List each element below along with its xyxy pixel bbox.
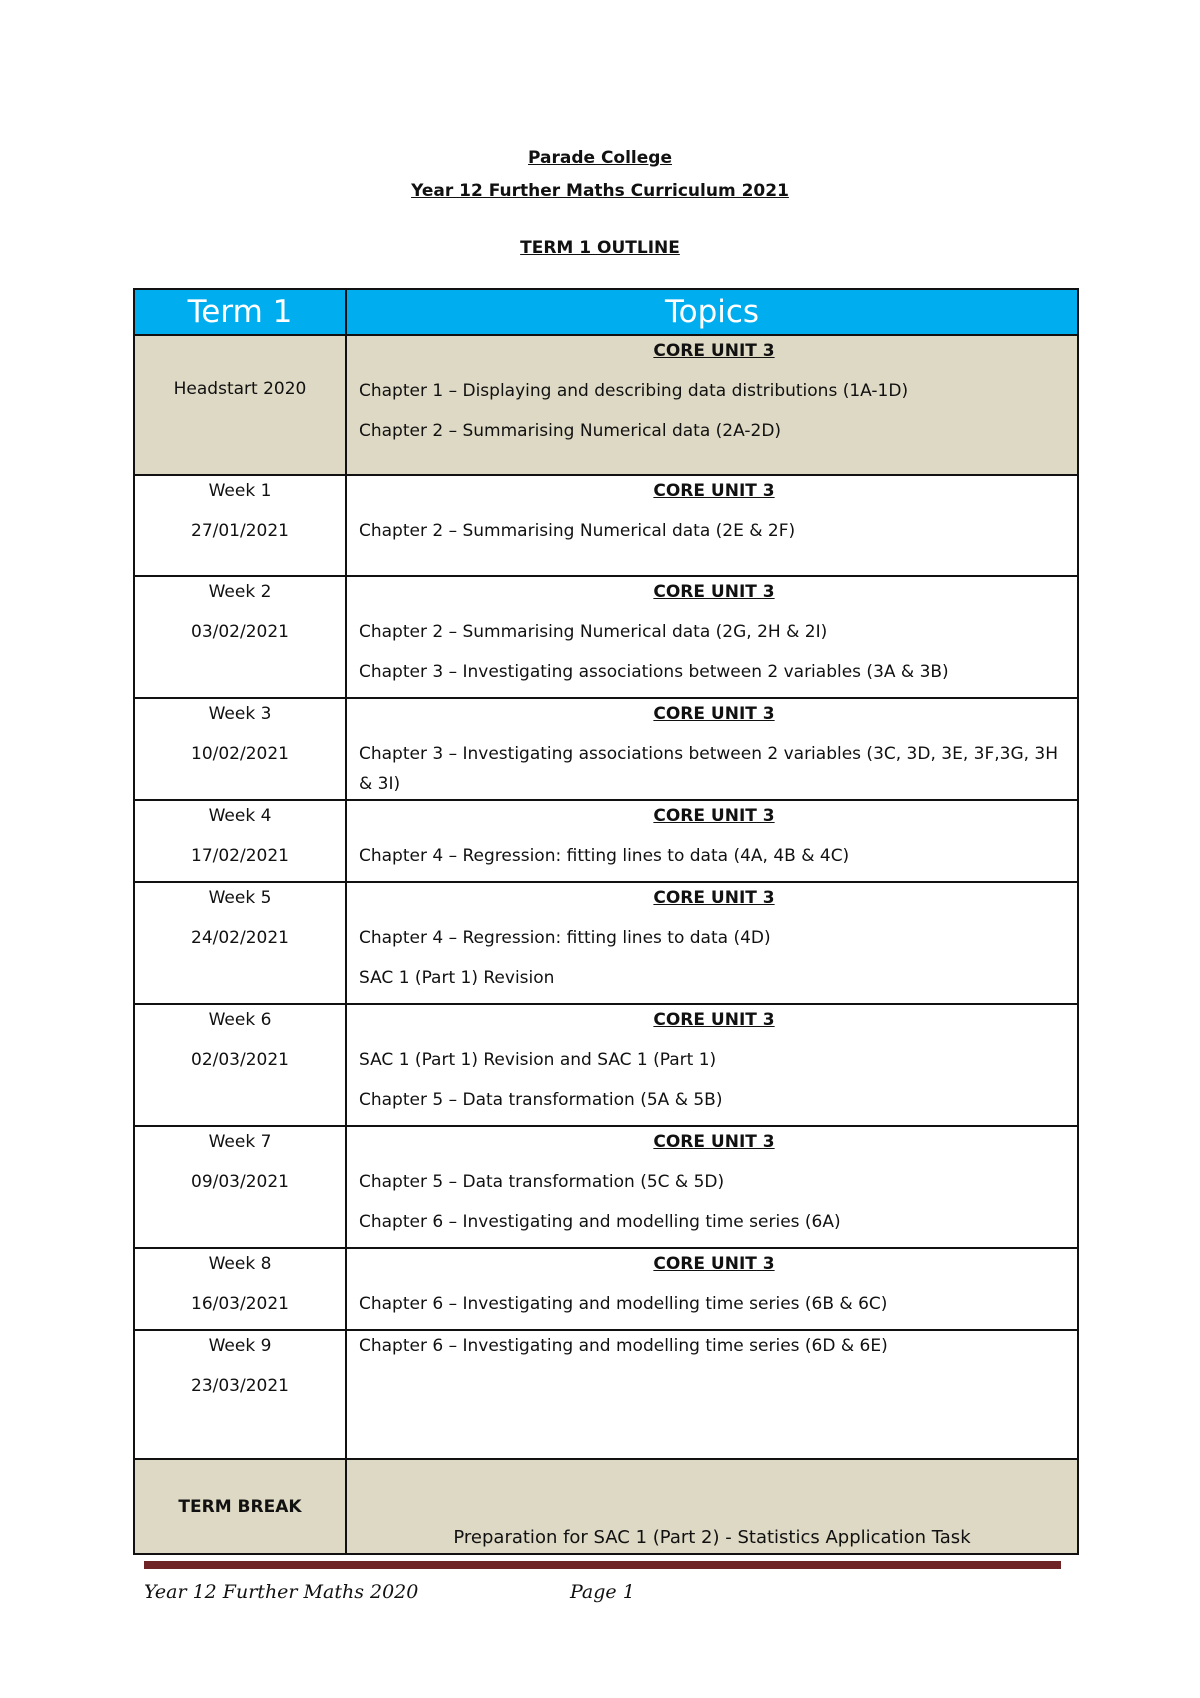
- week-date: 10/02/2021: [191, 744, 289, 764]
- topics-cell: [346, 882, 1078, 1004]
- topic-line: Chapter 6 – Investigating and modelling time series (6D & 6E): [359, 1336, 888, 1356]
- footer-rule: [144, 1561, 1061, 1569]
- week-label: Week 9: [208, 1336, 272, 1356]
- term-cell: [134, 335, 346, 475]
- week-label: Week 4: [208, 806, 272, 826]
- term-cell: [134, 1330, 346, 1459]
- table-row: [134, 576, 1078, 698]
- topic-line: SAC 1 (Part 1) Revision and SAC 1 (Part 1): [359, 1050, 717, 1070]
- topic-line: Chapter 6 – Investigating and modelling time series (6A): [359, 1212, 841, 1232]
- week-date: 23/03/2021: [191, 1376, 289, 1396]
- term-cell: [134, 576, 346, 698]
- topic-line: Chapter 2 – Summarising Numerical data (2G, 2H & 2I): [359, 622, 828, 642]
- topics-cell: [346, 335, 1078, 475]
- topics-cell: [346, 1004, 1078, 1126]
- unit-heading: CORE UNIT 3: [653, 806, 775, 826]
- week-label: Week 7: [208, 1132, 272, 1152]
- topic-line: SAC 1 (Part 1) Revision: [359, 968, 555, 988]
- unit-heading: CORE UNIT 3: [653, 1132, 775, 1152]
- week-label: Week 2: [208, 582, 272, 602]
- term-break-row: [134, 1459, 1078, 1554]
- term-column-header: Term 1: [134, 289, 346, 335]
- term-cell: [134, 800, 346, 882]
- table-row: [134, 882, 1078, 1004]
- week-label: Week 8: [208, 1254, 272, 1274]
- topics-cell: [346, 1248, 1078, 1330]
- week-date: 03/02/2021: [191, 622, 289, 642]
- topic-line: Chapter 2 – Summarising Numerical data (2A-2D): [359, 421, 782, 441]
- week-label: Week 5: [208, 888, 272, 908]
- table-row: [134, 335, 1078, 475]
- term-cell: [134, 475, 346, 576]
- term-break-topic-text: Preparation for SAC 1 (Part 2) - Statistics Application Task: [453, 1527, 971, 1548]
- topic-line: Chapter 5 – Data transformation (5A & 5B): [359, 1090, 723, 1110]
- table-row: [134, 475, 1078, 576]
- table-row: [134, 1248, 1078, 1330]
- topic-line: Chapter 6 – Investigating and modelling time series (6B & 6C): [359, 1294, 888, 1314]
- unit-heading: CORE UNIT 3: [653, 888, 775, 908]
- topics-cell: [346, 1126, 1078, 1248]
- topics-cell: [346, 576, 1078, 698]
- week-date: 09/03/2021: [191, 1172, 289, 1192]
- unit-heading: CORE UNIT 3: [653, 481, 775, 501]
- table-row: [134, 1004, 1078, 1126]
- table-row: [134, 1330, 1078, 1459]
- curriculum-title: Year 12 Further Maths Curriculum 2021: [411, 181, 789, 201]
- curriculum-table: [133, 288, 1079, 1555]
- topic-line: Chapter 2 – Summarising Numerical data (2E & 2F): [359, 521, 796, 541]
- unit-heading: CORE UNIT 3: [653, 1010, 775, 1030]
- week-date: 02/03/2021: [191, 1050, 289, 1070]
- table-body: [134, 335, 1078, 1554]
- week-label: Headstart 2020: [173, 379, 307, 399]
- topics-cell: [346, 698, 1078, 800]
- topic-line: Chapter 3 – Investigating associations between 2 variables (3C, 3D, 3E, 3F,3G, 3H & 3I): [359, 744, 1059, 794]
- topic-line: Chapter 4 – Regression: fitting lines to data (4A, 4B & 4C): [359, 846, 850, 866]
- term-cell: [134, 1248, 346, 1330]
- table-row: [134, 698, 1078, 800]
- week-date: 17/02/2021: [191, 846, 289, 866]
- week-label: Week 1: [208, 481, 272, 501]
- topic-line: Chapter 4 – Regression: fitting lines to data (4D): [359, 928, 771, 948]
- week-label: Week 3: [208, 704, 272, 724]
- term-break-topic: [346, 1459, 1078, 1554]
- unit-heading: CORE UNIT 3: [653, 1254, 775, 1274]
- topic-line: Chapter 5 – Data transformation (5C & 5D): [359, 1172, 725, 1192]
- topics-cell: [346, 1330, 1078, 1459]
- term-outline-title: TERM 1 OUTLINE: [520, 238, 680, 258]
- table-row: [134, 800, 1078, 882]
- unit-heading: CORE UNIT 3: [653, 341, 775, 361]
- week-label: Week 6: [208, 1010, 272, 1030]
- topics-cell: [346, 475, 1078, 576]
- term-cell: [134, 1126, 346, 1248]
- topic-line: Chapter 3 – Investigating associations between 2 variables (3A & 3B): [359, 662, 949, 682]
- table-row: [134, 1126, 1078, 1248]
- unit-heading: CORE UNIT 3: [653, 582, 775, 602]
- page-number: Page 1: [570, 1581, 635, 1603]
- week-date: 27/01/2021: [191, 521, 289, 541]
- term-cell: [134, 882, 346, 1004]
- term-break-label: TERM BREAK: [134, 1459, 346, 1554]
- week-date: 16/03/2021: [191, 1294, 289, 1314]
- topics-cell: [346, 800, 1078, 882]
- term-cell: [134, 1004, 346, 1126]
- topic-line: Chapter 1 – Displaying and describing data distributions (1A-1D): [359, 381, 909, 401]
- unit-heading: CORE UNIT 3: [653, 704, 775, 724]
- college-title: Parade College: [528, 148, 672, 168]
- week-date: 24/02/2021: [191, 928, 289, 948]
- topics-column-header: Topics: [346, 289, 1078, 335]
- term-cell: [134, 698, 346, 800]
- footer-title: Year 12 Further Maths 2020: [144, 1581, 419, 1603]
